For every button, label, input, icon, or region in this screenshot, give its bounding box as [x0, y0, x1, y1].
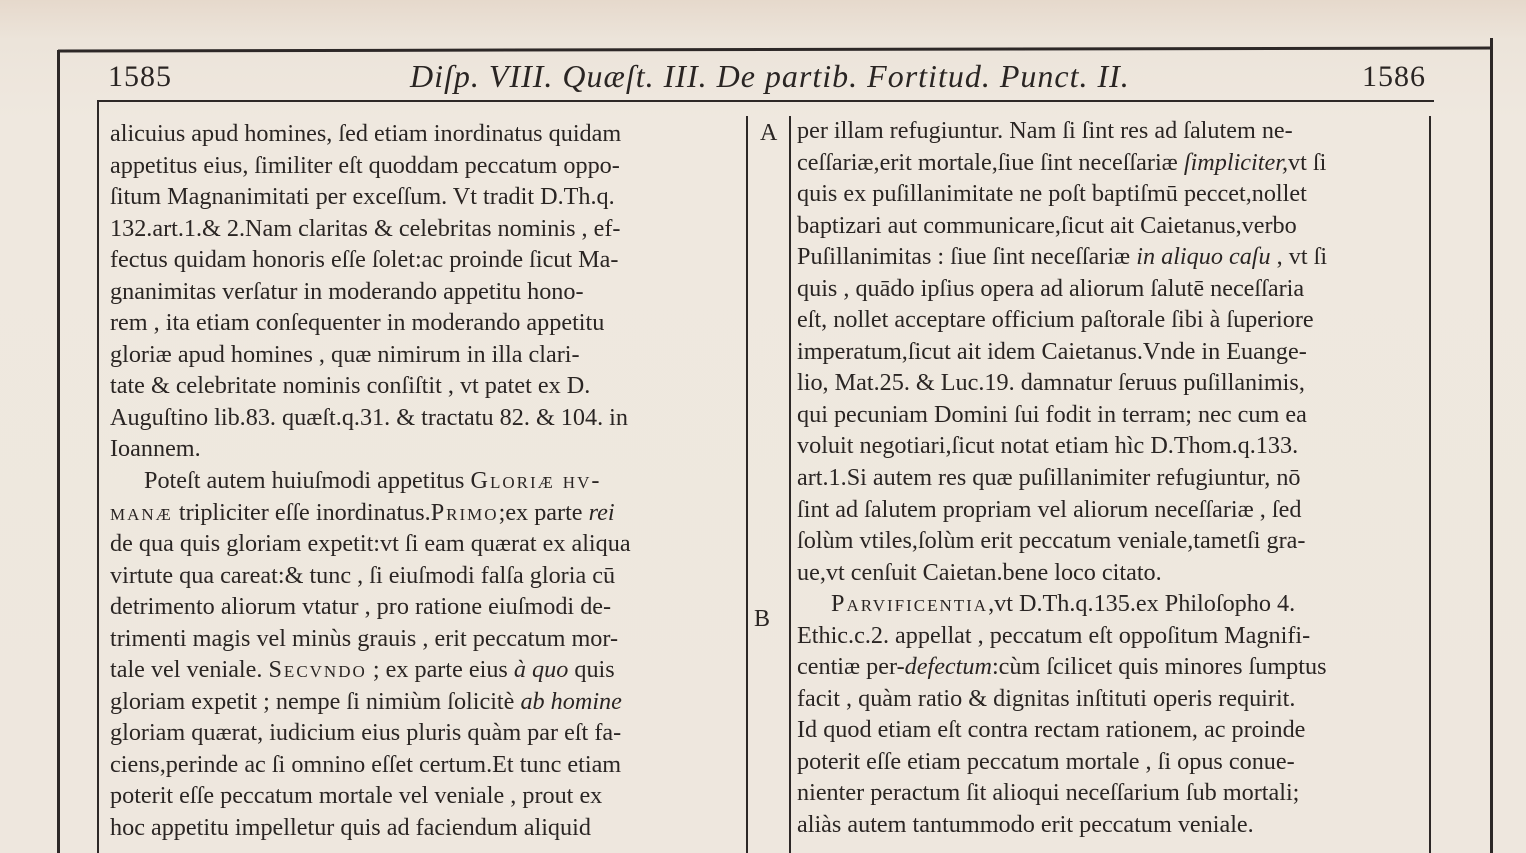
text-line: lio, Mat.25. & Luc.19. damnatur ſeruus puſillanimis,: [797, 369, 1305, 397]
text-line: fectus quidam honoris eſſe ſolet:ac proinde ſicut Ma-: [110, 246, 619, 274]
text-run: Puſillanimitas : ſiue ſint neceſſariæ: [797, 243, 1137, 271]
right-frame-rule: [1490, 38, 1493, 853]
left-column-rule: [97, 100, 99, 853]
text-line: imperatum,ſicut ait idem Caietanus.Vnde in Euange-: [797, 337, 1307, 365]
text-line: ſint ad ſalutem propriam vel aliorum neceſſariæ , ſed: [797, 495, 1302, 523]
paragraph-gloriae-line: [110, 465, 631, 497]
text-line: ſolùm vtiles,ſolùm erit peccatum veniale,tametſi gra-: [797, 527, 1306, 555]
humanae-term: manæ: [110, 498, 173, 526]
text-run: quis: [568, 656, 615, 684]
text-line: appetitus eius, ſimiliter eſt quoddam peccatum oppo-: [110, 151, 620, 179]
rei-term: rei: [588, 498, 615, 526]
text-line: trimenti magis vel minùs grauis , erit peccatum mor-: [110, 624, 618, 652]
middle-rule-left: [746, 116, 748, 853]
text-line: alicuius apud homines, ſed etiam inordinatus quidam: [110, 120, 622, 147]
text-line: de qua quis gloriam expetit:vt ſi eam quærat ex aliqua: [110, 530, 631, 558]
left-column: [110, 118, 631, 844]
text-line: Id quod etiam eſt contra rectam rationem, ac proinde: [797, 716, 1306, 744]
text-line: art.1.Si autem res quæ puſillanimiter refugiuntur, nō: [797, 464, 1301, 492]
text-run: Poteſt autem huiuſmodi appetitus: [144, 467, 471, 495]
gloriae-humanae-term: Gloriæ hv-: [470, 467, 602, 495]
text-line: [797, 147, 1327, 179]
text-line: [797, 651, 1327, 683]
text-line: aliàs autem tantummodo erit peccatum veniale.: [797, 811, 1254, 839]
text-line: hoc appetitu impelletur quis ad faciendum aliquid: [110, 814, 591, 842]
text-line: quis ex puſillanimitate ne poſt baptiſmū peccet,nollet: [797, 180, 1307, 208]
running-head: Diſp. VIII. Quæſt. III. De partib. Fortitud. Punct. II.: [410, 58, 1130, 94]
text-line: gloriæ apud homines , quæ nimirum in illa clari-: [110, 340, 580, 368]
text-line: poterit eſſe peccatum mortale vel veniale , prout ex: [110, 782, 603, 810]
text-run: centiæ per-: [797, 653, 905, 681]
text-run: gloriam expetit ; nempe ſi nimiùm ſolicitè: [110, 687, 521, 715]
text-run: ceſſariæ,erit mortale,ſiue ſint neceſſariæ: [797, 148, 1184, 176]
text-line: [797, 241, 1327, 273]
text-run: :cùm ſcilicet quis minores ſumptus: [991, 653, 1327, 681]
left-frame-rule: [57, 50, 60, 853]
text-line: per illam refugiuntur. Nam ſi ſint res ad ſalutem ne-: [797, 117, 1293, 144]
a-quo-term: à quo: [513, 656, 569, 684]
text-line: ue,vt cenſuit Caietan.bene loco citato.: [797, 558, 1162, 586]
text-line: rem , ita etiam conſequenter in moderando appetitu: [110, 309, 605, 337]
text-run: tale vel veniale.: [110, 656, 269, 684]
defectum-term: defectum: [904, 653, 992, 681]
text-line: [110, 497, 631, 529]
text-line: ſitum Magnanimitati per exceſſum. Vt tradit D.Th.q.: [110, 183, 615, 211]
text-run: ,vt D.Th.q.135.ex Philoſopho 4.: [988, 590, 1296, 618]
text-line: ciens,perinde ac ſi omnino eſſet certum.Et tunc etiam: [110, 750, 622, 778]
parvificentia-term: Parvificentia: [831, 590, 989, 618]
margin-letter-b: B: [754, 606, 771, 632]
ab-homine-term: ab homine: [520, 687, 622, 715]
text-run: ;ex parte: [498, 498, 589, 526]
page-number-left: 1585: [108, 60, 172, 93]
text-line: virtute qua careat:& tunc , ſi eiuſmodi falſa gloria cū: [110, 561, 616, 589]
text-line: Ioannem.: [110, 435, 201, 463]
right-column-rule: [1429, 116, 1431, 853]
text-line: gnanimitas verſatur in moderando appetitu hono-: [110, 277, 584, 305]
margin-letter-a: A: [760, 120, 778, 146]
primo-term: Primo: [430, 498, 499, 526]
text-line: Ethic.c.2. appellat , peccatum eſt oppoſitum Magnifi-: [797, 621, 1311, 649]
secundo-term: Secvndo: [268, 656, 367, 684]
text-line: tate & celebritate nominis conſiſtit , vt patet ex D.: [110, 372, 591, 400]
text-line: qui pecuniam Domini ſui fodit in terram; nec cum ea: [797, 400, 1307, 428]
text-line: nienter peractum ſit alioqui neceſſarium ſub mortali;: [797, 779, 1300, 807]
text-run: vt ſi: [1288, 148, 1327, 176]
header-rule: [98, 100, 1434, 102]
paragraph-parvificentia-line: [797, 588, 1327, 620]
text-run: , vt ſi: [1270, 243, 1328, 271]
text-line: Auguſtino lib.83. quæſt.q.31. & tractatu 82. & 104. in: [110, 403, 628, 431]
right-column: [797, 115, 1327, 841]
text-line: [110, 686, 631, 718]
text-run: tripliciter eſſe inordinatus.: [172, 498, 431, 526]
text-line: facit , quàm ratio & dignitas inſtituti operis requirit.: [797, 684, 1296, 712]
in-aliquo-casu-term: in aliquo caſu: [1136, 243, 1271, 271]
text-line: 132.art.1.& 2.Nam claritas & celebritas nominis , ef-: [110, 214, 621, 242]
text-line: detrimento aliorum vtatur , pro ratione eiuſmodi de-: [110, 593, 612, 621]
text-line: gloriam quærat, iudicium eius pluris quàm par eſt fa-: [110, 719, 622, 747]
text-run: ; ex parte eius: [366, 656, 514, 684]
text-line: voluit negotiari,ſicut notat etiam hìc D.Thom.q.133.: [797, 432, 1299, 460]
page-header: [0, 52, 1526, 98]
text-line: poterit eſſe etiam peccatum mortale , ſi opus conue-: [797, 747, 1295, 775]
text-line: baptizari aut communicare,ſicut ait Caietanus,verbo: [797, 211, 1297, 239]
middle-rule-right: [789, 116, 791, 853]
text-line: quis , quādo ipſius opera ad aliorum ſalutē neceſſaria: [797, 274, 1305, 302]
text-line: eſt, nollet acceptare officium paſtorale ſibi à ſuperiore: [797, 306, 1314, 334]
page-number-right: 1586: [1362, 60, 1426, 93]
text-line: [110, 654, 631, 686]
simpliciter-term: ſimpliciter,: [1183, 148, 1288, 176]
